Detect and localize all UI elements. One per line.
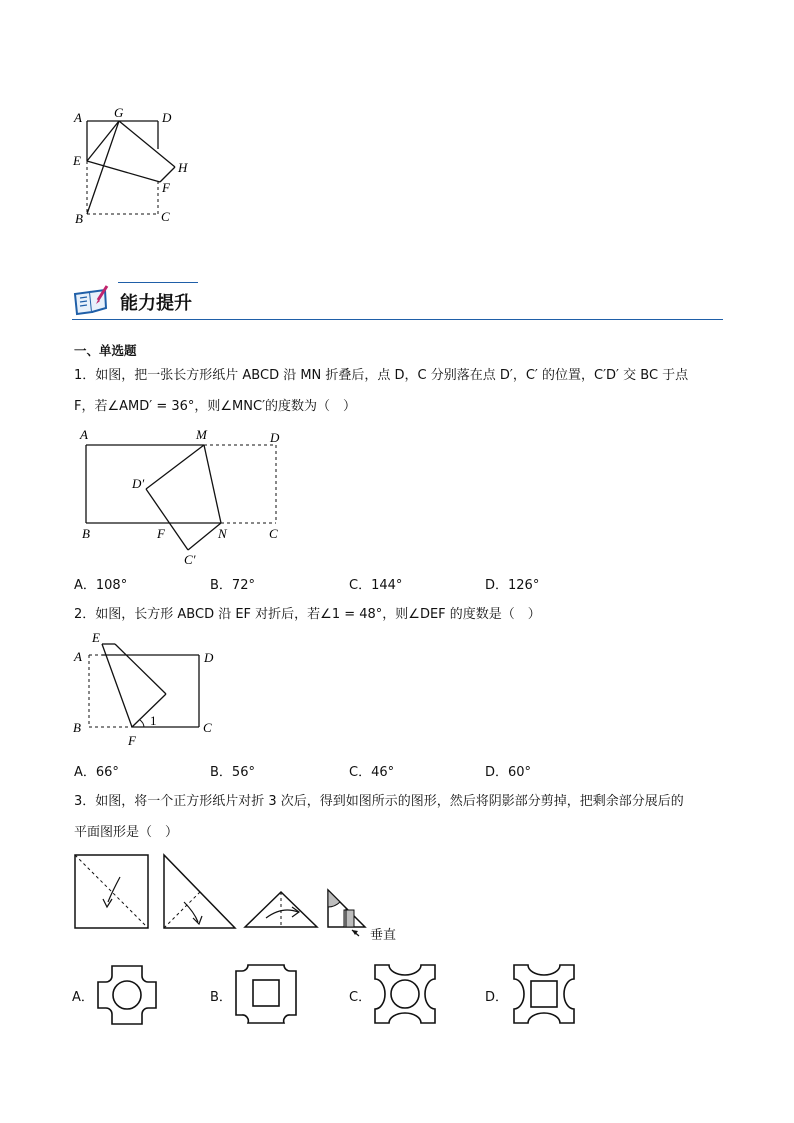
q1-label-B: B bbox=[82, 526, 90, 541]
q3-option-d[interactable]: D． bbox=[485, 990, 509, 1005]
q3-option-a-shape[interactable] bbox=[95, 964, 159, 1026]
q1-label-C: C bbox=[269, 526, 278, 541]
q3-option-b[interactable]: B． bbox=[210, 990, 232, 1005]
q2-text-line1: 2．如图，长方形 ABCD 沿 EF 对折后，若∠1 = 48°，则∠DEF 的度数是（ ） bbox=[74, 607, 541, 622]
q1-text-line2: F，若∠AMD′ = 36°，则∠MNC′的度数为（ ） bbox=[74, 399, 357, 414]
q1-option-d[interactable]: D．126° bbox=[485, 578, 540, 593]
book-pen-icon bbox=[72, 284, 112, 318]
q1-label-Cp: C′ bbox=[184, 552, 196, 567]
label-C: C bbox=[161, 209, 170, 224]
q1-figure bbox=[76, 428, 296, 568]
q3-option-a[interactable]: A． bbox=[72, 990, 94, 1005]
section-subtitle: 一、单选题 bbox=[74, 343, 137, 358]
q2-option-d[interactable]: D．60° bbox=[485, 765, 532, 780]
q3-fold-sequence bbox=[72, 852, 412, 952]
label-H: H bbox=[178, 160, 188, 175]
q3-option-d-shape[interactable] bbox=[512, 963, 576, 1025]
q1-option-b[interactable]: B．72° bbox=[210, 578, 255, 593]
label-B: B bbox=[75, 211, 83, 226]
q2-option-b[interactable]: B．56° bbox=[210, 765, 255, 780]
q2-label-D: D bbox=[204, 650, 214, 665]
section-title: 能力提升 bbox=[120, 293, 192, 314]
q2-label-A: A bbox=[74, 649, 82, 664]
q3-option-c[interactable]: C． bbox=[349, 990, 372, 1005]
label-D: D bbox=[162, 110, 172, 125]
q1-label-M: M bbox=[196, 427, 207, 442]
q1-label-F: F bbox=[157, 526, 165, 541]
q1-text-line1: 1．如图，把一张长方形纸片 ABCD 沿 MN 折叠后，点 D，C 分别落在点 D′，C′ 的位置，C′D′ 交 BC 于点 bbox=[74, 368, 689, 383]
q3-option-c-shape[interactable] bbox=[373, 963, 437, 1025]
label-A: A bbox=[74, 110, 82, 125]
q2-label-E: E bbox=[92, 630, 100, 645]
label-F: F bbox=[162, 180, 170, 195]
q1-option-a[interactable]: A．108° bbox=[74, 578, 128, 593]
q2-label-B: B bbox=[73, 720, 81, 735]
label-E: E bbox=[73, 153, 81, 168]
q3-text-line2: 平面图形是（ ） bbox=[74, 825, 179, 840]
q3-option-b-shape[interactable] bbox=[234, 963, 298, 1025]
q2-option-c[interactable]: C．46° bbox=[349, 765, 395, 780]
top-fold-figure bbox=[70, 105, 200, 230]
q1-label-D: D bbox=[270, 430, 280, 445]
q2-label-C: C bbox=[203, 720, 212, 735]
q2-label-angle-1: 1 bbox=[150, 713, 157, 728]
q3-text-line1: 3．如图，将一个正方形纸片对折 3 次后，得到如图所示的图形，然后将阴影部分剪掉，把剩余部分展后的 bbox=[74, 794, 684, 809]
q2-label-F: F bbox=[128, 733, 136, 748]
q3-perpendicular-label: 垂直 bbox=[370, 928, 397, 943]
label-G: G bbox=[114, 105, 124, 120]
q2-figure bbox=[70, 632, 230, 752]
q2-option-a[interactable]: A．66° bbox=[74, 765, 119, 780]
q1-option-c[interactable]: C．144° bbox=[349, 578, 403, 593]
section-header bbox=[72, 282, 723, 322]
q1-label-N: N bbox=[218, 526, 227, 541]
q1-label-A: A bbox=[80, 427, 88, 442]
q1-label-Dp: D′ bbox=[132, 476, 145, 491]
